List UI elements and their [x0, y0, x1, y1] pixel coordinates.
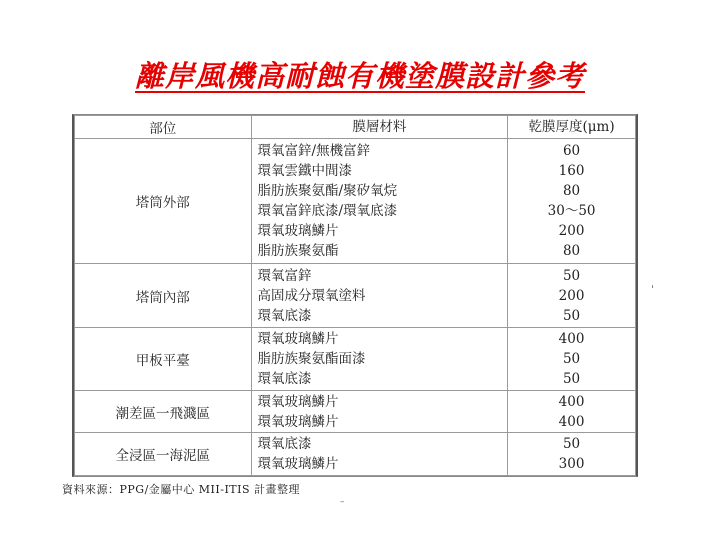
row-part: 全浸區一海泥區 — [75, 433, 252, 476]
thickness-value: 200 — [558, 287, 585, 304]
row-thickness — [508, 433, 636, 476]
material-item: 環氧富鋅/無機富鋅 — [257, 143, 371, 160]
thickness-value: 60 — [562, 143, 581, 160]
material-item: 高固成分環氧塗料 — [257, 287, 366, 304]
stray-tick-mark: ˈ — [651, 283, 655, 296]
row-materials — [251, 433, 508, 476]
text-cursor-mark: – — [340, 497, 345, 507]
thickness-value: 300 — [558, 456, 585, 473]
thickness-value: 400 — [558, 413, 585, 430]
row-thickness — [508, 327, 636, 390]
table-row — [75, 327, 636, 390]
row-materials — [251, 264, 508, 327]
row-part: 塔筒內部 — [75, 264, 252, 327]
thickness-value: 400 — [558, 330, 585, 347]
row-part: 塔筒外部 — [75, 139, 252, 264]
coating-table-container — [72, 114, 638, 477]
material-item: 環氧玻璃鱗片 — [257, 456, 339, 473]
row-thickness — [508, 139, 636, 264]
material-item: 脂肪族聚氨酯面漆 — [257, 350, 366, 367]
thickness-value: 80 — [562, 183, 581, 200]
header-material: 膜層材料 — [251, 116, 508, 139]
material-item: 環氧玻璃鱗片 — [257, 413, 339, 430]
row-thickness — [508, 390, 636, 433]
material-item: 環氧玻璃鱗片 — [257, 393, 339, 410]
row-part: 甲板平臺 — [75, 327, 252, 390]
row-materials — [251, 327, 508, 390]
row-materials — [251, 390, 508, 433]
table-row — [75, 390, 636, 433]
material-item: 環氧雲鐵中間漆 — [257, 163, 353, 180]
slide-title — [0, 54, 720, 95]
material-item: 環氧富鋅底漆/環氧底漆 — [257, 203, 398, 220]
table-row — [75, 139, 636, 264]
thickness-value: 200 — [558, 223, 585, 240]
thickness-value: 30～50 — [547, 203, 596, 220]
header-thickness: 乾膜厚度(μm) — [508, 116, 636, 139]
source-note: 資料來源：PPG/金屬中心 MII-ITIS 計畫整理 — [62, 483, 301, 496]
thickness-value: 400 — [558, 393, 585, 410]
table-row — [75, 433, 636, 476]
material-item: 環氧底漆 — [257, 436, 312, 453]
material-item: 環氧玻璃鱗片 — [257, 223, 339, 240]
material-item: 脂肪族聚氨酯/聚矽氧烷 — [257, 183, 398, 200]
material-item: 環氧富鋅 — [257, 267, 312, 284]
thickness-value: 50 — [562, 307, 581, 324]
thickness-value: 160 — [558, 163, 585, 180]
thickness-value: 50 — [562, 370, 581, 387]
thickness-value: 50 — [562, 267, 581, 284]
material-item: 環氧玻璃鱗片 — [257, 330, 339, 347]
row-thickness — [508, 264, 636, 327]
table-row — [75, 264, 636, 327]
thickness-value: 80 — [562, 243, 581, 260]
table-header-row — [75, 116, 636, 139]
row-materials — [251, 139, 508, 264]
material-item: 環氧底漆 — [257, 307, 312, 324]
coating-table — [74, 115, 636, 476]
material-item: 脂肪族聚氨酯 — [257, 243, 339, 260]
thickness-value: 50 — [562, 436, 581, 453]
thickness-value: 50 — [562, 350, 581, 367]
header-part: 部位 — [75, 116, 252, 139]
row-part: 潮差區一飛濺區 — [75, 390, 252, 433]
slide-title-text: 離岸風機高耐蝕有機塗膜設計參考 — [134, 59, 585, 93]
material-item: 環氧底漆 — [257, 370, 312, 387]
